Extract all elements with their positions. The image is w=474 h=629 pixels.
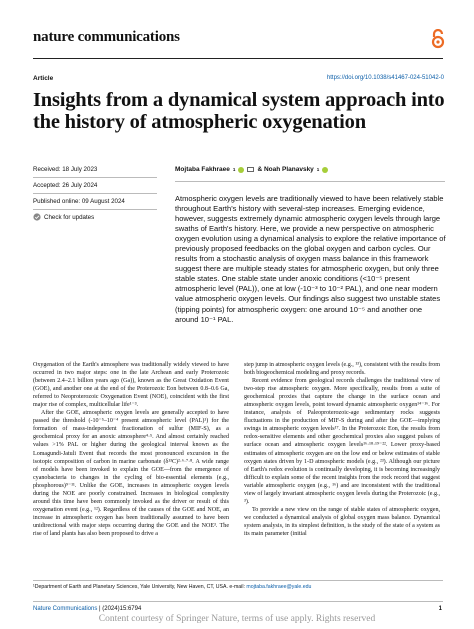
check-updates-link[interactable] xyxy=(33,213,94,221)
footnote-divider xyxy=(33,580,443,581)
page-number: 1 xyxy=(438,606,442,612)
author-list xyxy=(175,166,328,173)
abstract: Atmospheric oxygen levels are traditionally viewed to have been relatively stable throughout Earth's history with several-step increases. Emerging evidence, however, suggests extremely dynamic atmospheric oxygen levels through large swaths of Earth's history. Here, we provide a new perspective on atmospheric oxygen evolution using a dynamical analysis to explore the relative importance of previously proposed feedbacks on the global oxygen and carbon cycles. Our results from a stochastic analysis of oxygen mass balance in this framework suggest there are multiple steady states for atmospheric oxygen, but only three stable states. One stable state under anoxic conditions (<10⁻⁵ present atmospheric level (PAL)), one at low (-10⁻³ to 10⁻² PAL), and one near modern value atmospheric oxygen levels. Our findings also suggest two unstable states (tipping points) for atmospheric oxygen: one around 10⁻⁵ and another one around 10⁻¹ PAL. xyxy=(175,194,446,324)
author-name[interactable]: & Noah Planavsky xyxy=(257,166,314,173)
citation-text: | (2024)15:6794 xyxy=(99,606,142,612)
body-paragraph: After the GOE, atmospheric oxygen levels are generally accepted to have passed the threshold (-10⁻⁵–10⁻⁴ present atmospheric level (PAL)¹) for the formation of mass-independent fractionation of sulfur (MIF-S), as a geochemical proxy for an anoxic atmosphere⁴·⁵. And almost certainly reached values >1% PAL or higher during the geological interval known as the Lomagundi-Jatuli Event that records the most pronounced excursion in the isotopic composition of carbon in marine carbonate (δ¹³C)²·⁶·⁷·⁸. A wide range of models have been invoked to explain the GOE—from the emergence of cyanobacteria to changes in the cycling of bio-essential elements (e.g., phosphorous)⁹⁻¹¹. Unlike the GOE, increases in atmospheric oxygen levels during the NOE are poorly constrained. Increases in biological complexity around this time have been commonly invoked as the driver or result of this oxygenation event (e.g., ¹²). Regardless of the causes of the GOE and NOE, an increase in atmospheric oxygen has been traditionally assumed to have been unidirectional with major steps occurring during the GOE and the NOE³. The rise of land plants has also been proposed to drive a xyxy=(33,410,229,537)
body-paragraph: Oxygenation of the Earth's atmosphere was traditionally widely viewed to have occurred in two major steps: one in the late Archean and early Proterozoic (between 2.4–2.1 billion years ago (Ga)), known as the Great Oxidation Event (GOE), and another one at the end of the Proterozoic Eon between 0.8–0.6 Ga, referred to Neoproterozoic Oxygenation Event (NOE), coincident with the first major rise of complex, multicellular life¹⁻³. xyxy=(33,362,229,409)
affiliation-footnote xyxy=(33,584,311,590)
body-column-right xyxy=(244,361,440,538)
body-paragraph: Recent evidence from geological records challenges the traditional view of two-step rise atmospheric oxygen. More specifically, results from a suite of geochemical proxies that capture the change in the surface ocean and atmospheric oxygen levels, point toward dynamic atmospheric oxygen¹⁴⁻¹⁶. For instance, analysis of Paleoproterozoic-age sedimentary rocks suggests fluctuations in the production of MIF-S during and after the GOE—implying swings in atmospheric oxygen levels¹⁷. In the Proterozoic Eon, the results from redox-sensitive elements and other geochemical proxies also suggest pulses of surface ocean and atmospheric oxygen levels¹⁶·¹⁸·¹⁹⁻²². Lower proxy-based estimates of atmospheric oxygen are on the low end or below estimates of stable oxygen states driven by 1-D atmospheric models (e.g., ²³). Although our picture of Earth's redox evolution is continually developing, it is becoming increasingly difficult to explain some of the recent insights from the rock record that suggest variable atmospheric oxygen (e.g., ¹⁶) and are inconsistent with the traditional view of largely invariant atmospheric oxygen levels during the Proterozoic (e.g., ³). xyxy=(244,378,440,505)
header-rule xyxy=(33,58,443,59)
meta-divider xyxy=(33,177,157,178)
email-icon[interactable] xyxy=(247,167,254,172)
received-date: Received: 18 July 2023 xyxy=(33,166,98,173)
body-column-left xyxy=(33,361,229,538)
journal-citation xyxy=(33,606,141,612)
published-date: Published online: 09 August 2024 xyxy=(33,198,125,205)
author-name[interactable]: Mojtaba Fakhraee xyxy=(175,166,230,173)
orcid-icon[interactable] xyxy=(322,167,328,173)
open-access-icon xyxy=(431,29,445,49)
article-title: Insights from a dynamical system approach into the history of atmospheric oxygenation xyxy=(33,89,445,133)
author-divider xyxy=(175,181,445,182)
accepted-date: Accepted: 26 July 2024 xyxy=(33,182,98,189)
courtesy-watermark: Content courtesy of Springer Nature, terms of use apply. Rights reserved xyxy=(98,614,376,624)
body-paragraph: step jump in atmospheric oxygen levels (e.g., ¹³), consistent with the results from both biogeochemical modeling and proxy records. xyxy=(244,362,440,377)
article-type-label: Article xyxy=(33,75,54,82)
meta-divider xyxy=(33,193,157,194)
email-label: e-mail: xyxy=(229,584,245,590)
check-updates-label: Check for updates xyxy=(44,213,95,221)
body-paragraph: To provide a new view on the range of stable states of atmospheric oxygen, we conducted a dynamical analysis of global oxygen mass balance. Dynamical system analysis, in its simplest definition, is the study of the state of a system as its main parameter (initial xyxy=(244,506,440,537)
affiliation-text: ¹Department of Earth and Planetary Sciences, Yale University, New Haven, CT, USA. xyxy=(33,584,228,590)
doi-link[interactable]: https://doi.org/10.1038/s41467-024-51042-0 xyxy=(326,75,444,81)
affiliation-marker: 1 xyxy=(316,167,320,172)
author-email-link[interactable]: mojtaba.fakhraee@yale.edu xyxy=(246,584,312,590)
journal-footer-link[interactable]: Nature Communications xyxy=(33,606,98,612)
meta-divider xyxy=(33,209,157,210)
affiliation-marker: 1 xyxy=(232,167,236,172)
footer-divider xyxy=(33,601,443,602)
journal-name[interactable]: nature communications xyxy=(33,29,180,45)
check-updates-icon xyxy=(33,213,41,221)
orcid-icon[interactable] xyxy=(238,167,244,173)
